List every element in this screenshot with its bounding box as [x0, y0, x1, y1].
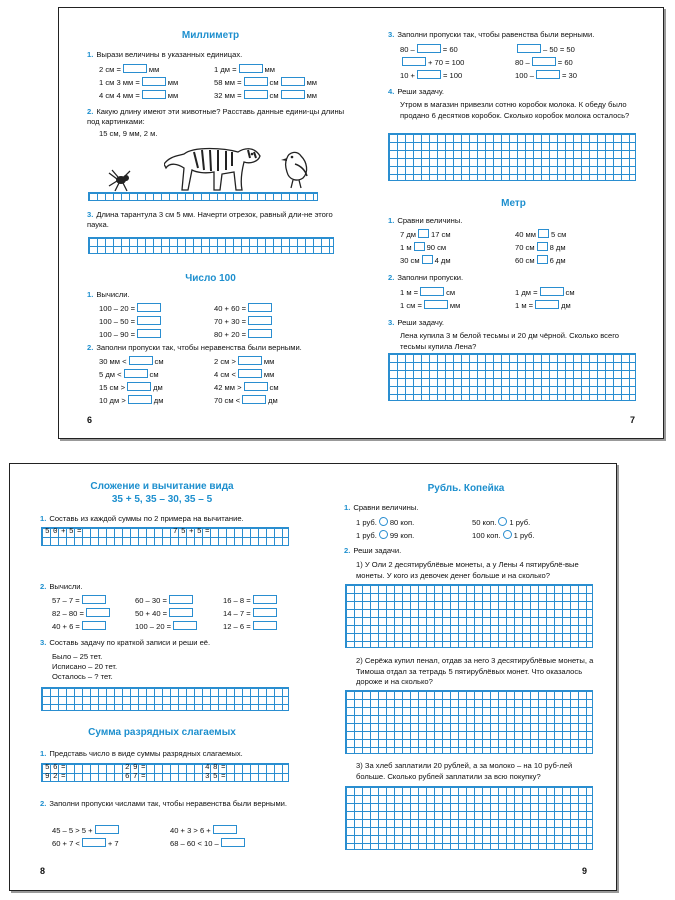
- section-title-number-100: Число 100: [185, 273, 236, 284]
- answer-box[interactable]: [535, 300, 559, 309]
- section-title-ruble: Рубль. Копейка: [427, 483, 505, 494]
- compute-row: 16 – 8 =: [223, 595, 279, 606]
- task-3-prompt: 3. Длина тарантула 3 см 5 мм. Начерти отрезок, равный дли-не этого паука.: [87, 210, 333, 229]
- section-subtitle-addition: 35 + 5, 35 – 30, 35 – 5: [111, 494, 213, 505]
- equation-row: 10 + = 100: [400, 71, 463, 80]
- answer-box[interactable]: [128, 395, 152, 404]
- answer-box[interactable]: [532, 57, 556, 66]
- section-title-addition: Сложение и вычитание вида: [90, 481, 234, 492]
- fill-row: 1 см = мм: [400, 301, 461, 310]
- cell-digit: =: [221, 773, 226, 781]
- task-2-prompt: 2. Реши задачи.: [344, 546, 402, 555]
- answer-box[interactable]: [221, 838, 245, 847]
- equation-row: 80 – = 60: [400, 45, 458, 54]
- compute-row: 100 – 90 =: [99, 329, 163, 340]
- problem-text: 1) У Оли 2 десятирублёвые монеты, а у Лены 4 пятирублё-вые монеты. У кого из девочек денег больше и на сколько?: [356, 560, 579, 580]
- page-9: [314, 464, 618, 892]
- compare-circle[interactable]: [498, 517, 507, 526]
- answer-box[interactable]: [537, 242, 548, 251]
- conversion-row: 1 см 3 мм = мм: [99, 78, 179, 87]
- answer-box[interactable]: [137, 303, 161, 312]
- answer-box[interactable]: [242, 395, 266, 404]
- answer-box[interactable]: [417, 70, 441, 79]
- compute-row: 50 + 40 =: [135, 608, 195, 619]
- bird-icon: [281, 148, 311, 190]
- cell-digit: =: [141, 773, 146, 781]
- inequality-row: 10 дм > дм: [99, 396, 164, 405]
- cell-digit: 6: [53, 764, 58, 772]
- answer-box[interactable]: [281, 77, 305, 86]
- answer-box[interactable]: [253, 608, 277, 617]
- page-8: [10, 464, 314, 892]
- task-fill-prompt: 2. Заполни пропуски.: [388, 273, 464, 282]
- short-note-line: Осталось – ? тет.: [52, 672, 113, 681]
- fill-row: 1 дм = см: [515, 288, 575, 297]
- compute-row: 57 – 7 =: [52, 595, 108, 606]
- task-4-prompt: 4. Реши задачу.: [388, 87, 445, 96]
- compute-row: 100 – 50 =: [99, 316, 163, 327]
- cell-digit: +: [61, 528, 66, 536]
- inequality-row: 2 см > мм: [214, 357, 275, 366]
- equation-row: + 70 = 100: [400, 57, 464, 68]
- answer-grid[interactable]: [345, 786, 593, 850]
- cell-digit: 9: [133, 764, 138, 772]
- answer-cells[interactable]: [41, 527, 289, 546]
- inequality-row: 5 дм < см: [99, 370, 159, 379]
- answer-box[interactable]: [418, 229, 429, 238]
- page-number: 8: [40, 866, 46, 876]
- answer-box[interactable]: [82, 595, 106, 604]
- conversion-row: 58 мм = см мм: [214, 78, 318, 87]
- task-3-prompt: 3. Составь задачу по краткой записи и реши её.: [40, 638, 211, 647]
- cell-digit: +: [189, 528, 194, 536]
- answer-box[interactable]: [142, 90, 166, 99]
- cell-digit: 5: [45, 528, 50, 536]
- answer-box[interactable]: [248, 303, 272, 312]
- task-2-values: 15 см, 9 мм, 2 м.: [99, 129, 158, 138]
- cell-digit: =: [77, 528, 82, 536]
- short-note-line: Было – 25 тет.: [52, 652, 103, 661]
- compare-row: 30 см 4 дм: [400, 256, 451, 265]
- answer-grid[interactable]: [41, 687, 289, 711]
- cell-digit: 5: [181, 528, 186, 536]
- compare-row: 100 коп. 1 руб.: [472, 531, 535, 540]
- answer-box[interactable]: [213, 825, 237, 834]
- compare-row: 1 м 90 см: [400, 243, 447, 252]
- cell-digit: 7: [173, 528, 178, 536]
- cell-digit: 3: [205, 773, 210, 781]
- answer-box[interactable]: [417, 44, 441, 53]
- compare-row: 70 см 8 дм: [515, 243, 566, 252]
- compare-row: 60 см 6 дм: [515, 256, 566, 265]
- inequality-row: 15 см > дм: [99, 383, 163, 392]
- section-title-digit-sum: Сумма разрядных слагаемых: [88, 727, 236, 738]
- inequality-row: 4 см < мм: [214, 370, 275, 379]
- spider-icon: [107, 168, 135, 192]
- answer-grid[interactable]: [345, 690, 593, 754]
- conversion-row: 1 дм = мм: [214, 65, 275, 74]
- answer-box[interactable]: [169, 608, 193, 617]
- answer-box[interactable]: [86, 608, 110, 617]
- compare-row: 7 дм 17 см: [400, 230, 451, 239]
- cell-digit: 0: [53, 528, 58, 536]
- inequality-row: 70 см < дм: [214, 396, 278, 405]
- answer-box[interactable]: [540, 287, 564, 296]
- conversion-row: 32 мм = см мм: [214, 91, 318, 100]
- answer-box[interactable]: [537, 255, 548, 264]
- cell-digit: 4: [205, 764, 210, 772]
- answer-box[interactable]: [127, 382, 151, 391]
- spread-pages-6-7: [58, 7, 664, 439]
- compute-row: 70 + 30 =: [214, 316, 274, 327]
- answer-grid[interactable]: [388, 133, 636, 181]
- cell-digit: 5: [197, 528, 202, 536]
- short-note-line: Исписано – 20 тет.: [52, 662, 118, 671]
- answer-cells[interactable]: [41, 763, 289, 782]
- cell-digit: =: [221, 764, 226, 772]
- problem-text: 3) За хлеб заплатили 20 рублей, а за молоко – на 10 руб-лей больше. Сколько рублей заплатили за всю покупку?: [356, 761, 573, 781]
- tiger-icon: [164, 136, 264, 192]
- task-1-prompt: 1. Составь из каждой суммы по 2 примера на вычитание.: [40, 514, 244, 523]
- answer-box[interactable]: [169, 595, 193, 604]
- problem-text: Лена купила 3 м белой тесьмы и 20 дм чёрной. Сколько всего тесьмы купила Лена?: [400, 331, 620, 351]
- answer-box[interactable]: [248, 329, 272, 338]
- page-6: [59, 8, 362, 440]
- compute-row: 14 – 7 =: [223, 608, 279, 619]
- cell-digit: 5: [69, 528, 74, 536]
- answer-box[interactable]: [414, 242, 425, 251]
- inequality-row: 68 – 60 < 10 –: [170, 838, 247, 849]
- compare-circle[interactable]: [379, 517, 388, 526]
- cell-digit: 6: [125, 773, 130, 781]
- answer-box[interactable]: [538, 229, 549, 238]
- compute-row: 100 – 20 =: [135, 621, 199, 632]
- answer-box[interactable]: [137, 316, 161, 325]
- answer-grid[interactable]: [388, 353, 636, 401]
- inequality-row: 45 – 5 > 5 +: [52, 825, 121, 836]
- answer-box[interactable]: [281, 90, 305, 99]
- answer-box[interactable]: [238, 356, 262, 365]
- compute-row: 40 + 6 =: [52, 621, 108, 632]
- cell-digit: 7: [133, 773, 138, 781]
- cell-digit: 2: [125, 764, 130, 772]
- answer-box[interactable]: [129, 356, 153, 365]
- answer-box[interactable]: [253, 595, 277, 604]
- answer-box[interactable]: [244, 90, 268, 99]
- answer-box[interactable]: [124, 369, 148, 378]
- answer-box[interactable]: [244, 77, 268, 86]
- spread-pages-8-9: [9, 463, 617, 891]
- answer-box[interactable]: [536, 70, 560, 79]
- answer-box[interactable]: [244, 382, 268, 391]
- compare-circle[interactable]: [503, 530, 512, 539]
- task-compute-prompt: 1. Вычисли.: [87, 290, 130, 299]
- compute-row: 12 – 6 =: [223, 621, 279, 632]
- compare-row: 50 коп. 1 руб.: [472, 518, 531, 527]
- answer-box[interactable]: [95, 825, 119, 834]
- conversion-row: 2 см = мм: [99, 65, 160, 74]
- answer-box[interactable]: [248, 316, 272, 325]
- section-title-meter: Метр: [501, 198, 526, 209]
- task-1-prompt: 1. Вырази величины в указанных единицах.: [87, 50, 243, 59]
- drawing-grid[interactable]: [88, 237, 334, 254]
- inequality-row: 42 мм > см: [214, 383, 279, 392]
- answer-box[interactable]: [82, 838, 106, 847]
- task-2-prompt: 2. Вычисли.: [40, 582, 83, 591]
- task-problem-prompt: 3. Реши задачу.: [388, 318, 445, 327]
- answer-box[interactable]: [422, 255, 433, 264]
- section-title-millimeter: Миллиметр: [181, 30, 240, 41]
- inequality-row: 30 мм < см: [99, 357, 164, 366]
- equation-row: – 50 = 50: [515, 44, 575, 55]
- task-1-prompt: 1. Сравни величины.: [344, 503, 419, 512]
- compute-row: 60 – 30 =: [135, 595, 195, 606]
- cell-digit: 8: [213, 764, 218, 772]
- compare-row: 1 руб. 80 коп.: [356, 518, 415, 527]
- answer-box[interactable]: [123, 64, 147, 73]
- answer-box[interactable]: [253, 621, 277, 630]
- problem-text: 2) Серёжа купил пенал, отдав за него 3 десятирублёвые монеты, а Тимоша отдал за тетрадь 5 пятирублёвых монет. Что оказалось дороже и на сколько?: [356, 656, 594, 686]
- answer-box[interactable]: [173, 621, 197, 630]
- page-number: 9: [582, 866, 588, 876]
- answer-box[interactable]: [137, 329, 161, 338]
- page-number: 6: [87, 415, 93, 425]
- cell-digit: =: [61, 773, 66, 781]
- answer-box[interactable]: [238, 369, 262, 378]
- task-compare-prompt: 1. Сравни величины.: [388, 216, 463, 225]
- equation-row: 80 – = 60: [515, 58, 573, 67]
- task-inequalities-prompt: 2. Заполни пропуски так, чтобы неравенства были верными.: [87, 343, 302, 352]
- cell-digit: =: [61, 764, 66, 772]
- equation-row: 100 – = 30: [515, 71, 578, 80]
- answer-box[interactable]: [402, 57, 426, 66]
- compare-circle[interactable]: [379, 530, 388, 539]
- page-number: 7: [630, 415, 636, 425]
- inequality-row: 60 + 7 < + 7: [52, 839, 119, 848]
- cell-digit: 5: [213, 773, 218, 781]
- answer-box[interactable]: [424, 300, 448, 309]
- compute-row: 82 – 80 =: [52, 608, 112, 619]
- cell-digit: =: [141, 764, 146, 772]
- compute-row: 100 – 20 =: [99, 303, 163, 314]
- conversion-row: 4 см 4 мм = мм: [99, 91, 179, 100]
- answer-grid[interactable]: [345, 584, 593, 648]
- task-5-prompt: 2. Заполни пропуски числами так, чтобы неравенства были верными.: [40, 799, 288, 808]
- compute-row: 80 + 20 =: [214, 329, 274, 340]
- task-2-prompt: 2. Какую длину имеют эти животные? Расставь данные едини-цы длины под картинками:: [87, 107, 345, 126]
- answer-box[interactable]: [517, 44, 541, 53]
- cell-digit: 5: [45, 764, 50, 772]
- fill-row: 1 м = см: [400, 288, 456, 297]
- answer-box[interactable]: [420, 287, 444, 296]
- problem-text: Утром в магазин привезли сотню коробок молока. К обеду было продано 6 десятков коробок. Сколько коробок молока осталось?: [400, 100, 630, 120]
- answer-cells[interactable]: [88, 192, 318, 201]
- answer-box[interactable]: [142, 77, 166, 86]
- inequality-row: 40 + 3 > 6 +: [170, 825, 239, 836]
- answer-box[interactable]: [239, 64, 263, 73]
- task-4-prompt: 1. Представь число в виде суммы разрядных слагаемых.: [40, 749, 243, 758]
- page-7: [362, 8, 665, 440]
- answer-box[interactable]: [82, 621, 106, 630]
- compare-row: 1 руб. 99 коп.: [356, 531, 415, 540]
- cell-digit: 2: [53, 773, 58, 781]
- compute-row: 40 + 60 =: [214, 303, 274, 314]
- cell-digit: =: [205, 528, 210, 536]
- cell-digit: 9: [45, 773, 50, 781]
- compare-row: 40 мм 5 см: [515, 230, 567, 239]
- task-3-prompt: 3. Заполни пропуски так, чтобы равенства были верными.: [388, 30, 595, 39]
- fill-row: 1 м = дм: [515, 301, 571, 310]
